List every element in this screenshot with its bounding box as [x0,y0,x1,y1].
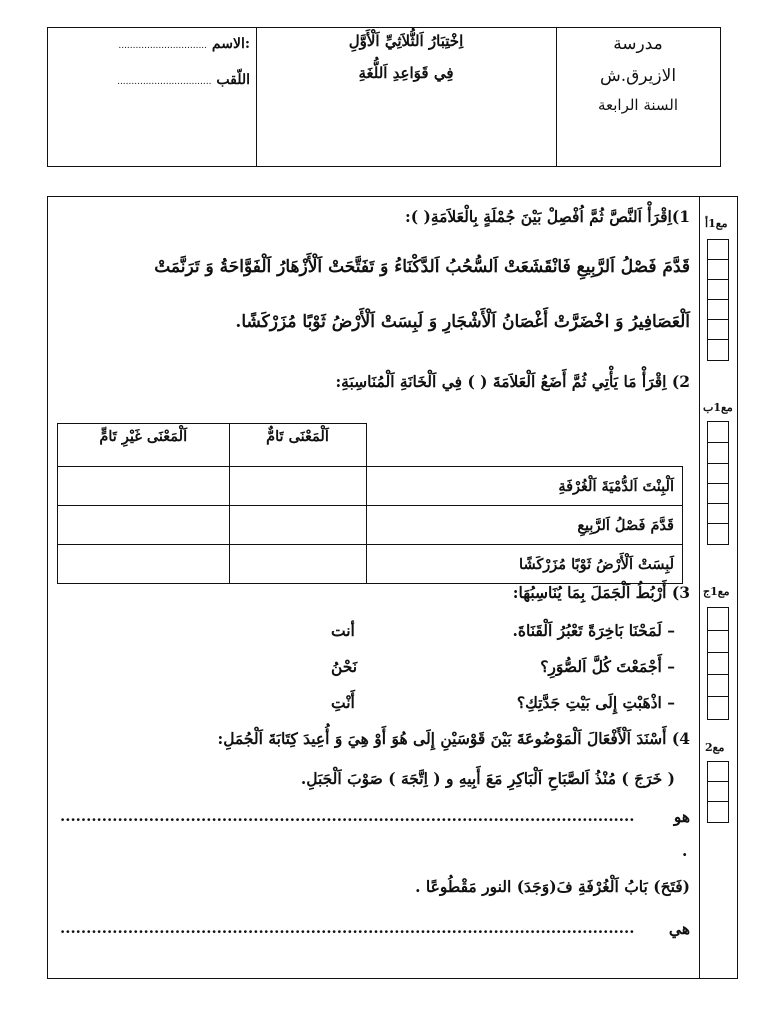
name-label: :الاسم [211,36,250,52]
exam-title [258,32,554,82]
name-dots: ............................... [118,41,208,51]
q1-text-line1: قَدَّمَ فَصْلُ اَلرَّبِيعِ فَانْقَشَعَتْ اَلسُّحُبُ اَلدَّكْنَاءُ وَ تَفَتَّحَتْ اَلْأَزْهَارُ اَلْفَوَّاحَةُ وَ تَرَنَّمَتْ [154,257,690,277]
criterion-label-2: مع1ب [703,401,733,414]
header-box [47,27,721,167]
q1-text-line2: اَلْعَصَافِيرُ وَ اخْضَرَّتْ أَغْصَانُ اَلْأَشْجَارِ وَ لَبِسَتْ اَلْأَرْضُ ثَوْبًا مُزَرْكَشًا. [235,312,690,332]
q3-pronoun: أَنْتِ [331,693,355,712]
header-divider [256,28,257,166]
table-row-text: اَلْبِنْتَ اَلدُّمْيَةَ اَلْغُرْفَةِ [366,467,683,506]
table-row [58,467,683,506]
q4-answer-label-2: هي [668,919,690,938]
school-name: مدرسة [613,34,663,54]
q4-sentence-1: ( خَرَجَ ) مُنْذُ اَلصَّبَاحِ اَلْبَاكِرِ مَعَ أَبِيهِ و ( اِتَّجَهَ ) صَوْبَ اَلْجَبَلِ. [300,769,675,788]
q3-sentence: – لَمَحْنَا بَاخِرَةً تَعْبُرُ اَلْقَنَاةَ. [512,621,675,640]
q3-instruction: 3) أَرْبُطُ اَلْجَمَلَ بِمَا يُنَاسِبُهَا: [512,583,690,602]
q2-instruction: 2) اِقْرَأْ مَا يَأْتِي ثُمَّ أَضَعُ اَلْعَلاَمَةَ ( ) فِي اَلْخَانَةِ اَلْمُنَاسِبَةِ: [335,372,690,391]
q4-instruction: 4) أَسْنَدَ اَلْأَفْعَالَ اَلْمَوْضُوعَةَ بَيْنَ قَوْسَيْنِ إِلَى هُوَ أَوْ هِيَ وَ أُعِيدَ كِتَابَةَ اَلْجُمَلِ: [217,729,690,748]
score-boxes-3 [707,607,729,720]
exam-title-line2: فِي قَوَاعِدِ اَللُّغَةِ [358,64,454,82]
q4-answer-line-2[interactable]: .............................................................................................................. [60,919,635,937]
criteria-column-divider [699,197,700,978]
score-boxes-4 [707,761,729,823]
answer-cell-complete[interactable] [229,467,366,506]
criterion-label-1: مع1أ [705,217,728,230]
header-divider [556,28,557,166]
q4-sentence-2: (فَتَحَ) بَابُ اَلْغُرْفَةِ فَ(وَجَدَ) النور مَقْطُوعًا . [415,877,690,896]
table-row [58,506,683,545]
exam-body [47,196,738,979]
answer-cell-incomplete[interactable] [58,545,230,584]
school-grade: السنة الرابعة [597,96,679,114]
score-boxes-2 [707,421,729,545]
q1-instruction: 1)اِقْرَأْ اَلنَّصَّ ثُمَّ اُفْصِلْ بَيْنَ جُمْلَةٍ بِالْعَلاَمَةِ( ): [405,207,690,226]
answer-cell-incomplete[interactable] [58,467,230,506]
q3-sentence: – اذْهَبْتِ إِلَى بَيْتِ جَدَّتِكِ؟ [516,693,675,712]
answer-cell-complete[interactable] [229,506,366,545]
criterion-label-4: مع2 [705,741,725,754]
answer-cell-incomplete[interactable] [58,506,230,545]
criterion-label-3: مع1ج [703,585,730,598]
table-row-text: لَبِسَتْ اَلْأَرْضُ ثَوْبًا مُزَرْكَشًا [366,545,683,584]
q4-answer-line-1[interactable]: .............................................................................................................. [60,807,635,825]
school-location: الازيرق.ش [599,66,677,86]
table-header-row [58,424,683,467]
q3-sentence: – أَجْمَعْتَ كُلَّ اَلصُّوَرِ؟ [540,657,675,676]
surname-label: اللّقب [216,72,250,88]
table-blank-cell [366,424,683,467]
answer-cell-complete[interactable] [229,545,366,584]
table-row-text: قَدَّمَ فَصْلُ اَلرَّبِيعِ [366,506,683,545]
col-incomplete-header: اَلْمَعْنَى غَيْرِ تَامٍّ [58,424,230,467]
q4-dot: . [682,841,688,860]
name-field [60,36,250,52]
score-boxes-1 [707,239,729,361]
school-info [558,34,718,114]
table-row [58,545,683,584]
col-complete-header: اَلْمَعْنَى تَامٌّ [229,424,366,467]
exam-title-line1: اِخْتِبَارُ اَلثُّلاَثِيِّ اَلْأَوَّلِ [348,32,464,50]
q2-table [57,423,683,584]
q4-answer-label-1: هو [673,807,690,826]
surname-field [60,72,250,88]
surname-dots: ................................. [117,77,212,87]
q3-pronoun: نَحْنُ [331,657,358,676]
q3-pronoun: أنت [331,621,355,640]
